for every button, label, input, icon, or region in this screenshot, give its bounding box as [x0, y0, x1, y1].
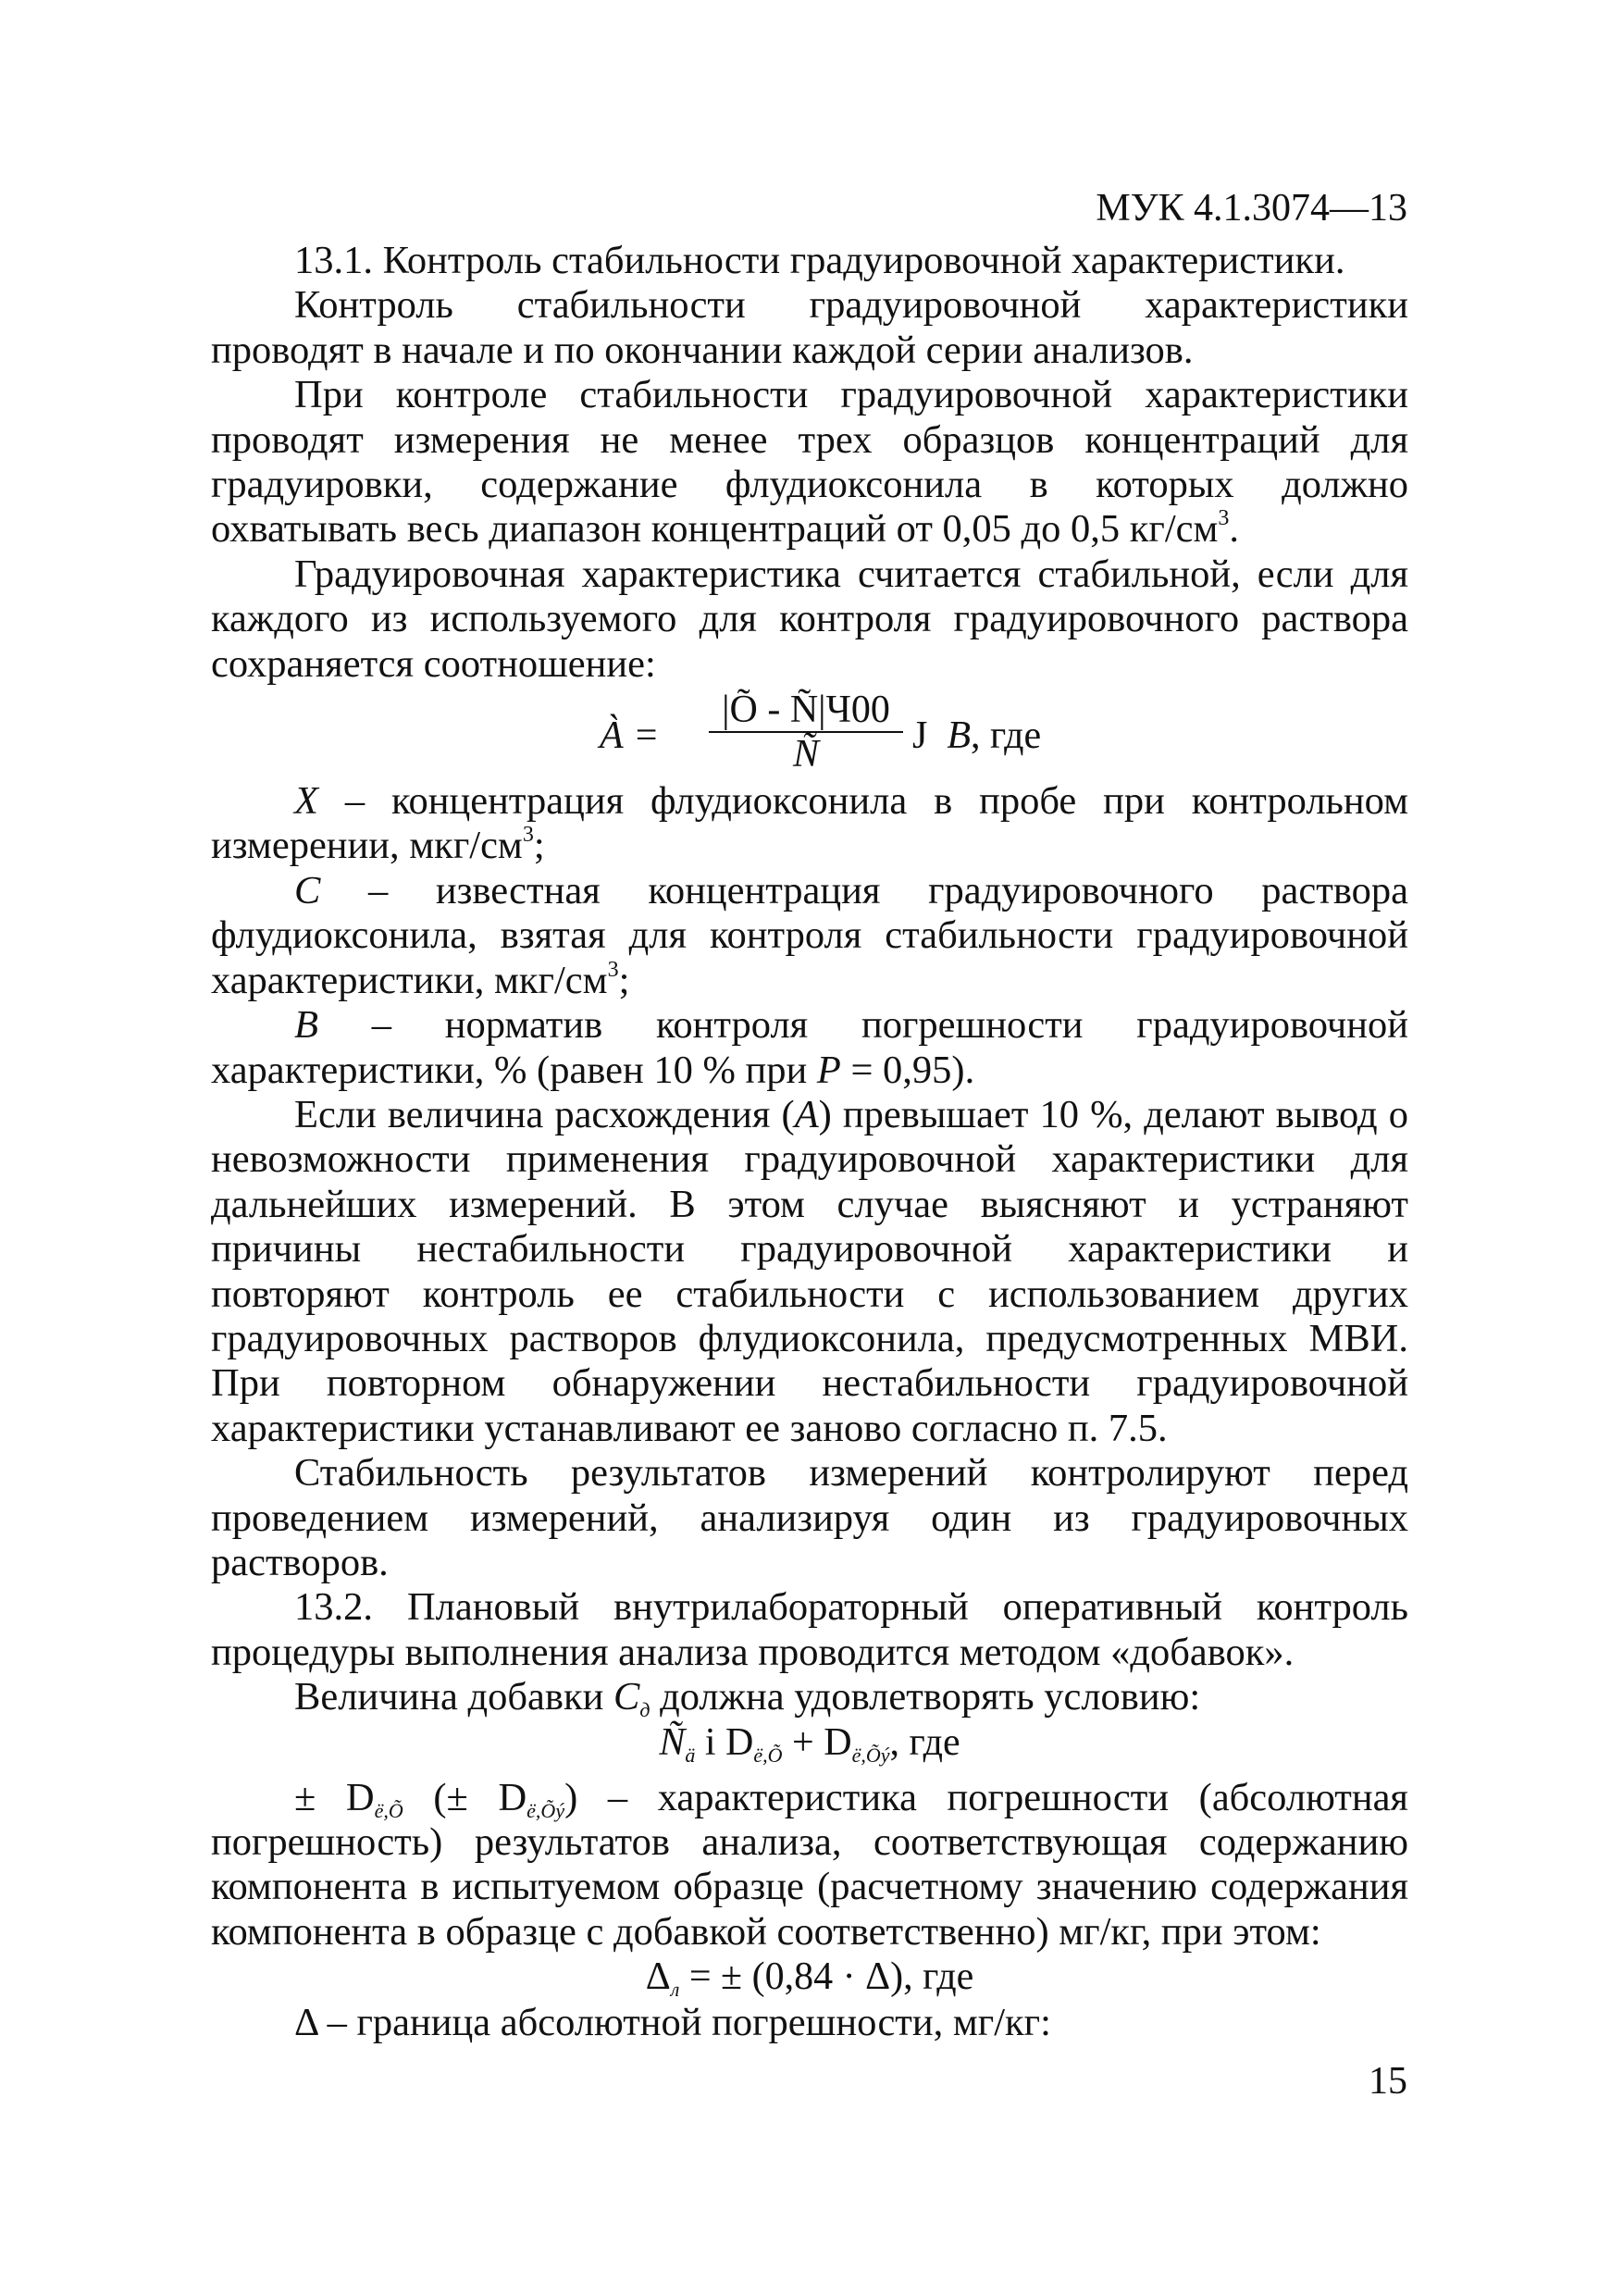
formula-rhs: J B, где: [912, 714, 1042, 758]
formula-lhs: À =: [600, 714, 660, 758]
definition-x: X – концентрация флудиоксонила в пробе при контрольном измерении, мкг/$см^3$;: [211, 779, 1408, 868]
formula-numerator: |Õ - Ñ|Ч00: [709, 689, 903, 733]
document-body: [211, 239, 1408, 2046]
paragraph: При контроле стабильности градуировочной характеристики проводят измерения не менее трех образцов концентраций для градуировки, содержание флудиоксонила в которых должно охватывать весь диапазон концентраций от 0,05 до 0,5 $кг/см^3$.: [211, 373, 1408, 552]
page-number: 15: [1369, 2060, 1407, 2103]
paragraph-error-characteristic: ± Dë,Õ (± Dë,Õý) – характеристика погрешности (абсолютная погрешность) результатов анализа, соответствующая содержанию компонента в испытуемом образце (расчетному значению содержания компонента в образце с добавкой соответственно) мг/кг, при этом:: [211, 1775, 1408, 1954]
paragraph: Δ – граница абсолютной погрешности, мг/кг:: [294, 2001, 1051, 2045]
definition-b: B – норматив контроля погрешности градуировочной характеристики, % (равен 10 % при P = 0,95).: [211, 1003, 1408, 1092]
document-header: МУК 4.1.3074—13: [1096, 187, 1407, 230]
paragraph: Градуировочная характеристика считается стабильной, если для каждого из используемого для контроля градуировочного раствора сохраняется соотношение:: [211, 552, 1408, 686]
section-13-2: 13.2. Плановый внутрилабораторный оперативный контроль процедуры выполнения анализа проводится методом «добавок».: [211, 1585, 1408, 1674]
paragraph: Величина добавки Cд должна удовлетворять условию:: [294, 1675, 1201, 1722]
paragraph: Контроль стабильности градуировочной характеристики проводят в начале и по окончании каждой серии анализов.: [211, 283, 1408, 372]
section-13-1-title: 13.1. Контроль стабильности градуировочной характеристики.: [294, 239, 1345, 282]
formula-additive-condition: Ñä i Dë,Õ + Dë,Õý, где: [659, 1720, 960, 1767]
formula-fraction: [709, 689, 903, 776]
formula-delta-l: Δл = ± (0,84 · Δ), где: [645, 1955, 974, 2002]
paragraph: Стабильность результатов измерений контролируют перед проведением измерений, анализируя один из градуировочных растворов.: [211, 1451, 1408, 1584]
paragraph: Если величина расхождения (A) превышает 10 %, делают вывод о невозможности применения градуировочной характеристики для дальнейших измерений. В этом случае выясняют и устраняют причины нестабильности градуировочной характеристики и повторяют контроль ее стабильности с использованием других градуировочных растворов флудиоксонила, предусмотренных МВИ. При повторном обнаружении нестабильности градуировочной характеристики устанавливают ее заново согласно п. 7.5.: [211, 1092, 1408, 1450]
definition-c: C – известная концентрация градуировочного раствора флудиоксонила, взятая для контроля стабильности градуировочной характеристики, мкг/$см^3$;: [211, 868, 1408, 1002]
formula-stability: [211, 687, 1408, 779]
formula-denominator: Ñ: [792, 733, 819, 776]
